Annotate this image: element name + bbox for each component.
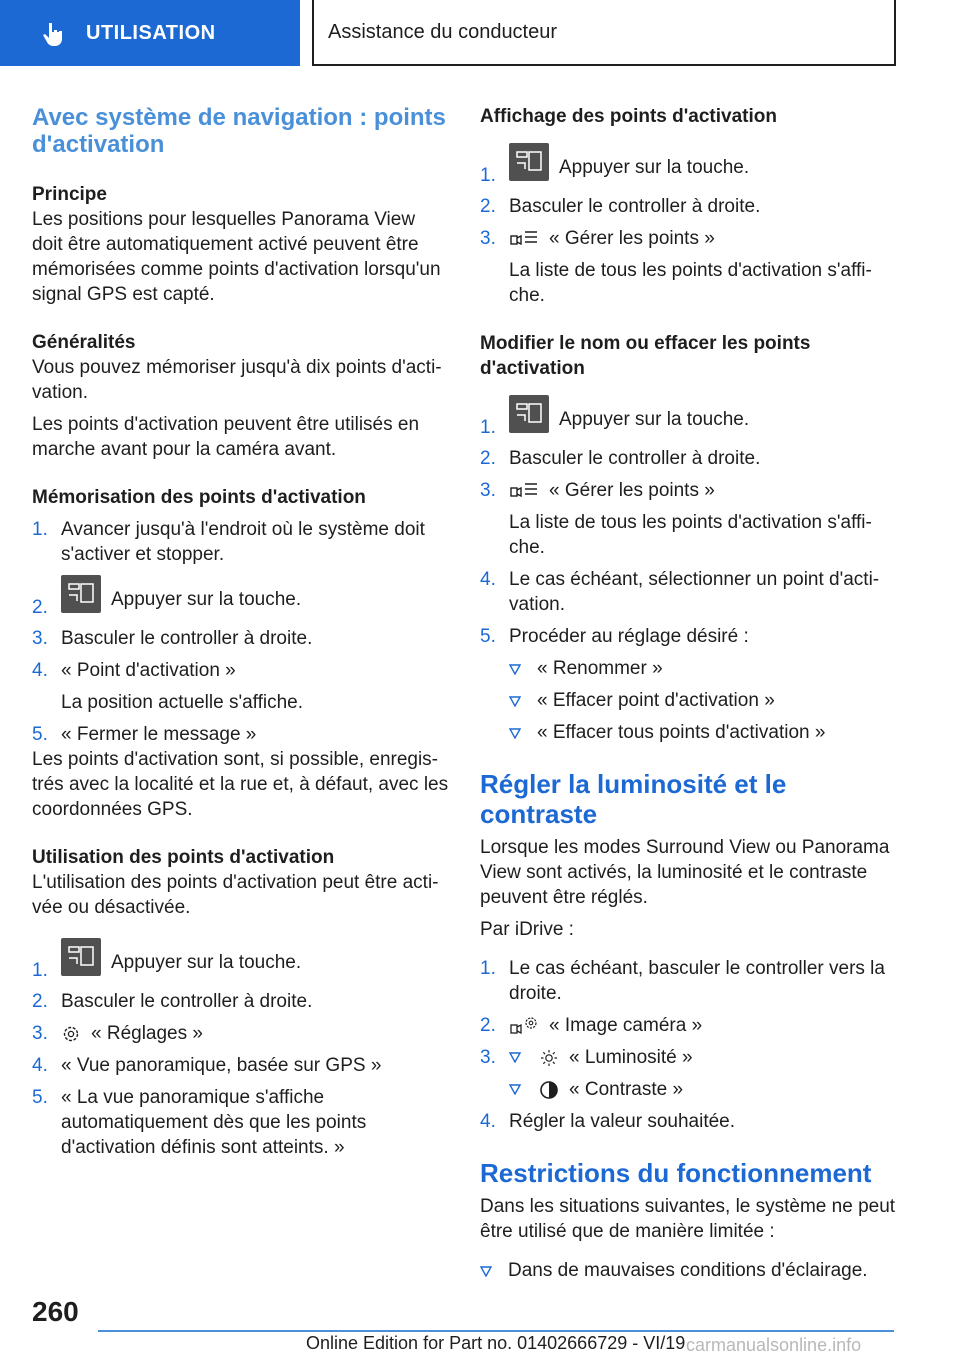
camera-button-icon xyxy=(509,143,549,181)
utilisation-steps xyxy=(32,944,450,1160)
step-text: Appuyer sur la touche. xyxy=(111,589,302,611)
step-number: 5. xyxy=(32,724,48,745)
triangle-bullet-icon xyxy=(480,1266,492,1277)
step-text: « Point d'activation » xyxy=(61,660,236,681)
manage-points-icon xyxy=(509,229,539,249)
list-item xyxy=(480,149,898,187)
list-item xyxy=(509,720,898,745)
memorisation-after-text: Les points d'activation sont, si possible, enregis-trés avec la localité et la rue et, à défaut, avec les coordonnées GPS. xyxy=(32,749,449,820)
triangle-bullet-icon xyxy=(509,1052,521,1063)
list-item xyxy=(480,194,898,219)
camera-button-icon xyxy=(509,395,549,433)
modifier-steps xyxy=(480,401,898,649)
page-header xyxy=(0,0,960,66)
step-text: « Gérer les points » xyxy=(549,480,715,501)
step-number: 3. xyxy=(32,1023,48,1044)
list-item xyxy=(32,517,450,567)
option-text: « Renommer » xyxy=(537,658,663,679)
gear-icon xyxy=(61,1024,81,1044)
step-text: Appuyer sur la touche. xyxy=(559,409,750,431)
step-text: « Gérer les points » xyxy=(549,228,715,249)
option-text: « Effacer tous points d'activation » xyxy=(537,722,826,743)
utilisation-text: L'utilisation des points d'activation peut être acti-vée ou désactivée. xyxy=(32,872,439,918)
step-number: 5. xyxy=(32,1087,48,1108)
section-title-activation-points: Avec système de navigation : points d'activation xyxy=(32,104,446,158)
step-text: « La vue panoramique s'affiche automatiquement dès que les points d'activation définis sont atteints. » xyxy=(61,1087,367,1158)
heading-principe: Principe xyxy=(32,184,107,205)
heading-affichage: Affichage des points d'activation xyxy=(480,106,777,127)
step-text: Appuyer sur la touche. xyxy=(111,952,302,974)
section-tab xyxy=(0,0,300,66)
step-number: 2. xyxy=(480,196,496,217)
list-item xyxy=(32,626,450,651)
step-text: « Image caméra » xyxy=(549,1015,703,1036)
right-column xyxy=(480,100,898,1283)
principe-text: Les positions pour lesquelles Panorama View doit être automatiquement activé peuvent être mémorisées comme points d'activation lorsqu'un signal GPS est capté. xyxy=(32,209,441,305)
luminosite-text: Lorsque les modes Surround View ou Panorama View sont activés, la luminosité et le contraste peuvent être réglés. xyxy=(480,837,890,908)
generalites-text-2: Les points d'activation peuvent être utilisés en marche avant pour la caméra avant. xyxy=(32,414,420,460)
section-title-restrictions: Restrictions du fonctionnement xyxy=(480,1158,872,1188)
list-item xyxy=(32,1053,450,1078)
step-number: 4. xyxy=(32,660,48,681)
step-number: 2. xyxy=(32,597,48,618)
list-item xyxy=(32,1085,450,1160)
camera-button-icon xyxy=(61,938,101,976)
list-item xyxy=(32,722,450,747)
step-text: Régler la valeur souhaitée. xyxy=(509,1111,736,1132)
step-number: 5. xyxy=(480,626,496,647)
heading-utilisation: Utilisation des points d'activation xyxy=(32,847,335,868)
restrictions-list xyxy=(480,1258,898,1283)
memorisation-steps xyxy=(32,517,450,747)
manage-points-icon xyxy=(509,481,539,501)
list-item xyxy=(32,658,450,715)
brightness-icon xyxy=(539,1048,559,1068)
step-number: 2. xyxy=(480,448,496,469)
step-subtext: La position actuelle s'affiche. xyxy=(61,692,303,713)
step-text: « Fermer le message » xyxy=(61,724,257,745)
step-text: « Luminosité » xyxy=(569,1047,693,1068)
list-item xyxy=(32,1021,450,1046)
left-column xyxy=(32,100,450,1160)
step-number: 3. xyxy=(480,1047,496,1068)
step-number: 3. xyxy=(480,228,496,249)
step-text: Le cas échéant, basculer le controller vers la droite. xyxy=(509,958,885,1004)
step-number: 1. xyxy=(32,960,48,981)
watermark: carmanualsonline.info xyxy=(686,1335,862,1355)
step-number: 4. xyxy=(32,1055,48,1076)
affichage-steps xyxy=(480,149,898,308)
step-number: 1. xyxy=(32,519,48,540)
edition-text: Online Edition for Part no. 01402666729 - VI/19 xyxy=(306,1333,686,1353)
step-number: 3. xyxy=(480,480,496,501)
step-text: Basculer le controller à droite. xyxy=(509,196,761,217)
footer-divider xyxy=(98,1330,894,1332)
triangle-bullet-icon xyxy=(509,1084,521,1095)
chapter-title: Assistance du conducteur xyxy=(312,0,896,66)
step-subtext: La liste de tous les points d'activation s'affi-che. xyxy=(509,260,872,306)
generalites-text-1: Vous pouvez mémoriser jusqu'à dix points d'acti-vation. xyxy=(32,357,442,403)
contrast-icon xyxy=(539,1080,559,1100)
heading-memorisation: Mémorisation des points d'activation xyxy=(32,487,366,508)
list-item xyxy=(32,944,450,982)
list-item xyxy=(480,478,898,560)
list-item xyxy=(480,1109,898,1134)
list-item xyxy=(509,656,898,681)
restriction-text: Dans de mauvaises conditions d'éclairage. xyxy=(508,1260,868,1281)
step-text: Appuyer sur la touche. xyxy=(559,157,750,179)
hand-touch-icon xyxy=(40,20,66,46)
step-text: « Réglages » xyxy=(91,1023,203,1044)
step-number: 1. xyxy=(480,417,496,438)
heading-modifier: Modifier le nom ou effacer les points d'activation xyxy=(480,333,811,379)
list-item xyxy=(480,401,898,439)
step-text: Basculer le controller à droite. xyxy=(61,991,313,1012)
luminosite-intro: Par iDrive : xyxy=(480,919,574,940)
step-text: Avancer jusqu'à l'endroit où le système doit s'activer et stopper. xyxy=(61,519,425,565)
list-item xyxy=(480,567,898,617)
step-number: 2. xyxy=(480,1015,496,1036)
list-item xyxy=(480,1258,898,1283)
list-item xyxy=(480,1013,898,1038)
modifier-options xyxy=(480,656,898,745)
step-number: 1. xyxy=(480,165,496,186)
list-item xyxy=(509,688,898,713)
restrictions-text: Dans les situations suivantes, le système ne peut être utilisé que de manière limitée : xyxy=(480,1196,896,1242)
step-number: 1. xyxy=(480,958,496,979)
step-number: 3. xyxy=(32,628,48,649)
triangle-bullet-icon xyxy=(509,696,521,707)
step-subtext-row xyxy=(509,1077,898,1102)
camera-settings-icon xyxy=(509,1015,539,1037)
step-text: Basculer le controller à droite. xyxy=(509,448,761,469)
list-item xyxy=(32,989,450,1014)
step-number: 2. xyxy=(32,991,48,1012)
step-text: Procéder au réglage désiré : xyxy=(509,626,749,647)
page-number: 260 xyxy=(32,1296,79,1327)
step-text: « Vue panoramique, basée sur GPS » xyxy=(61,1055,382,1076)
step-subtext: « Contraste » xyxy=(569,1079,684,1100)
step-text: Le cas échéant, sélectionner un point d'acti-vation. xyxy=(509,569,880,615)
camera-button-icon xyxy=(61,575,101,613)
triangle-bullet-icon xyxy=(509,728,521,739)
list-item xyxy=(32,581,450,619)
section-title-brightness: Régler la luminosité et le contraste xyxy=(480,769,787,829)
triangle-bullet-icon xyxy=(509,664,521,675)
step-number: 4. xyxy=(480,569,496,590)
list-item xyxy=(480,624,898,649)
section-tab-label: UTILISATION xyxy=(86,21,216,44)
option-text: « Effacer point d'activation » xyxy=(537,690,775,711)
list-item xyxy=(480,956,898,1006)
heading-generalites: Généralités xyxy=(32,332,136,353)
list-item xyxy=(480,226,898,308)
step-text: Basculer le controller à droite. xyxy=(61,628,313,649)
list-item xyxy=(480,446,898,471)
luminosite-steps xyxy=(480,956,898,1134)
step-number: 4. xyxy=(480,1111,496,1132)
list-item xyxy=(480,1045,898,1102)
step-subtext: La liste de tous les points d'activation s'affi-che. xyxy=(509,512,872,558)
